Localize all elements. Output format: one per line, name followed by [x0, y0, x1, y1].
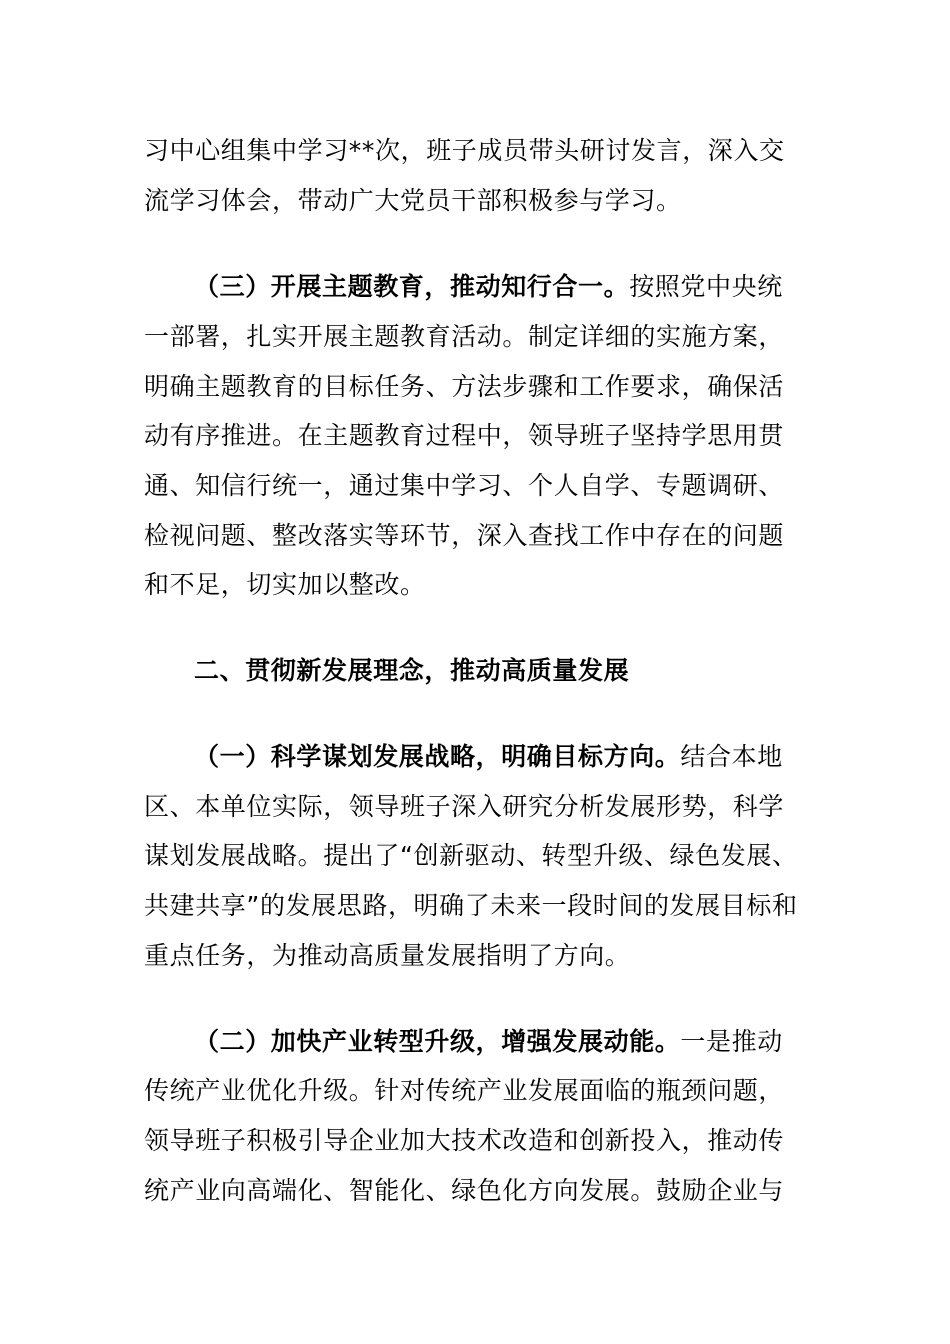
text-line: 区、本单位实际，领导班子深入研究分析发展形势，科学: [144, 792, 785, 821]
text-run: 结合本地: [680, 742, 783, 771]
text-line: 谋划发展战略。提出了“创新驱动、转型升级、绿色发展、: [144, 841, 798, 870]
paragraph-heading: （二）加快产业转型升级，增强发展动能。: [194, 1027, 681, 1056]
text-line: 和不足，切实加以整改。: [144, 570, 426, 599]
text-line: 传统产业优化升级。针对传统产业发展面临的瓶颈问题，: [144, 1076, 785, 1105]
text-run: 按照党中央统: [629, 272, 783, 301]
section-title: 二、贯彻新发展理念，推动高质量发展: [194, 656, 630, 685]
text-line: 统产业向高端化、智能化、绿色化方向发展。鼓励企业与: [144, 1176, 785, 1205]
text-line: 流学习体会，带动广大党员干部积极参与学习。: [144, 186, 682, 215]
text-line: 重点任务，为推动高质量发展指明了方向。: [144, 941, 631, 970]
text-line: 领导班子积极引导企业加大技术改造和创新投入，推动传: [144, 1126, 785, 1155]
text-line: 习中心组集中学习**次，班子成员带头研讨发言，深入交: [144, 136, 785, 165]
paragraph-heading: （一）科学谋划发展战略，明确目标方向。: [194, 742, 681, 771]
text-line: 一部署，扎实开展主题教育活动。制定详细的实施方案，: [144, 322, 785, 351]
text-line: 动有序推进。在主题教育过程中，领导班子坚持学思用贯: [144, 421, 785, 450]
paragraph-first-line: [194, 740, 854, 774]
paragraph-first-line: [194, 1025, 854, 1059]
text-line: 共建共享”的发展思路，明确了未来一段时间的发展目标和: [144, 891, 798, 920]
text-line: 通、知信行统一，通过集中学习、个人自学、专题调研、: [144, 471, 785, 500]
text-run: 一是推动: [680, 1027, 783, 1056]
paragraph-first-line: [194, 270, 854, 304]
paragraph-heading: （三）开展主题教育，推动知行合一。: [194, 272, 630, 301]
text-line: 明确主题教育的目标任务、方法步骤和工作要求，确保活: [144, 372, 785, 401]
text-line: 检视问题、整改落实等环节，深入查找工作中存在的问题: [144, 521, 785, 550]
